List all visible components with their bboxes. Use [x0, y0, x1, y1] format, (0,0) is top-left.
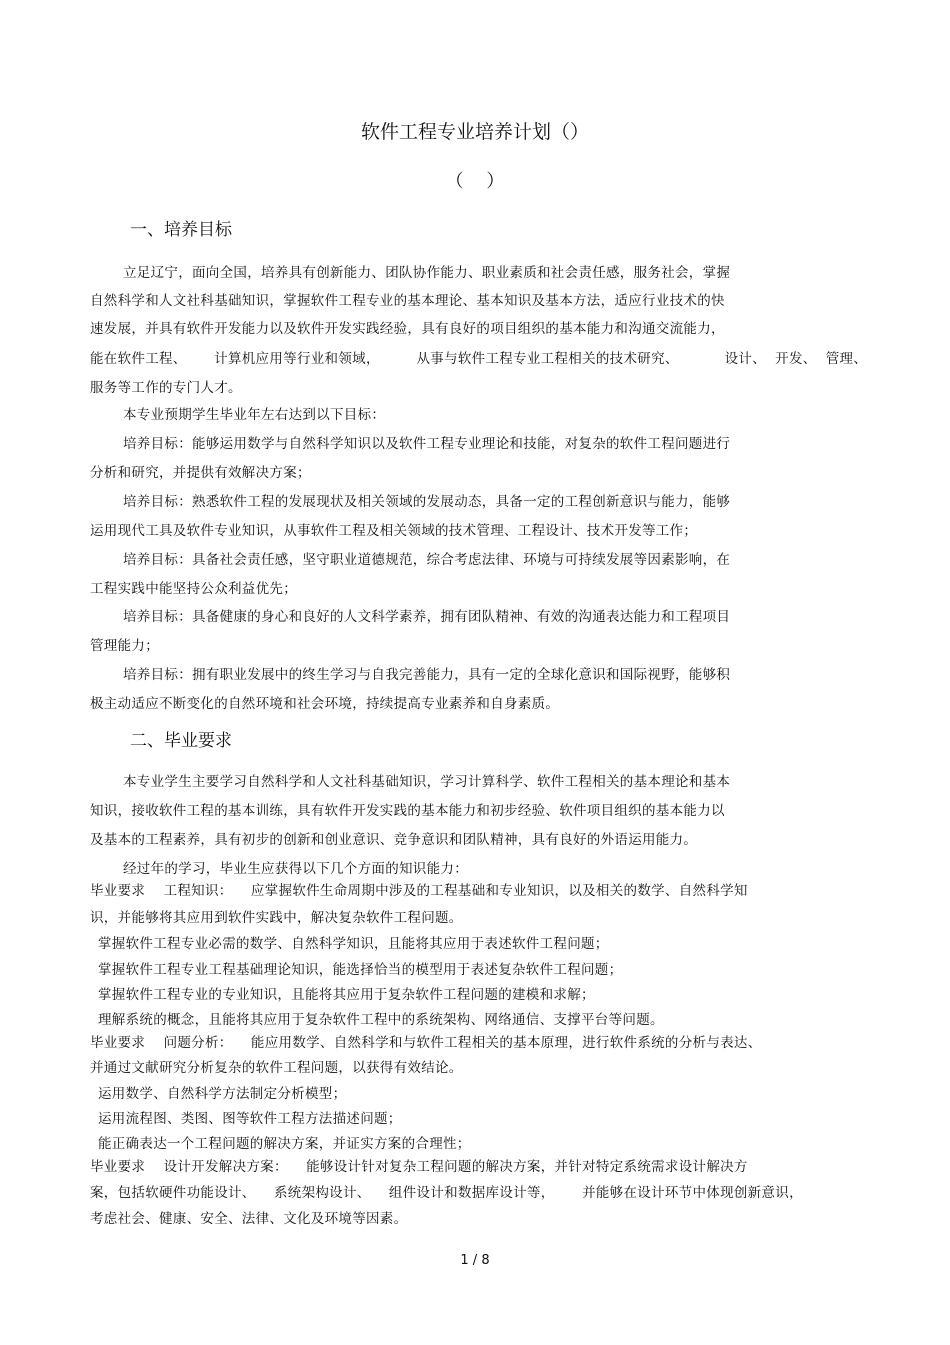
paragraph-line: 经过年的学习，毕业生应获得以下几个方面的知识能力： [123, 861, 468, 877]
objective-line: 培养目标：熟悉软件工程的发展现状及相关领域的发展动态，具备一定的工程创新意识与能力，能够 [123, 494, 731, 510]
paragraph-line: 速发展，并具有软件开发能力以及软件开发实践经验，具有良好的项目组织的基本能力和沟通交流能力， [90, 321, 725, 337]
paragraph-line: 及基本的工程素养，具有初步的创新和创业意识、竞争意识和团队精神，具有良好的外语运用能力。 [90, 832, 698, 848]
requirement-item: 掌握软件工程专业的专业知识，且能将其应用于复杂软件工程问题的建模和求解； [98, 987, 595, 1003]
requirement-item: 能正确表达一个工程问题的解决方案，并证实方案的合理性； [98, 1136, 471, 1152]
objective-line: 极主动适应不断变化的自然环境和社会环境，持续提高专业素养和自身素质。 [90, 696, 560, 712]
section-heading-objectives: 一、培养目标 [130, 220, 232, 240]
requirement-item: 运用流程图、类图、图等软件工程方法描述问题； [98, 1111, 402, 1127]
requirement-line: 毕业要求 工程知识： 应掌握软件生命周期中涉及的工程基础和专业知识，以及相关的数学、自然科学知 [90, 883, 748, 899]
objective-line: 工程实践中能坚持公众利益优先； [90, 581, 297, 597]
requirement-line: 毕业要求 问题分析： 能应用数学、自然科学和与软件工程相关的基本原理，进行软件系统的分析与表达、 [90, 1035, 762, 1051]
paragraph-line: 知识，接收软件工程的基本训练，具有软件开发实践的基本能力和初步经验、软件项目组织的基本能力以 [90, 803, 725, 819]
paragraph-line: 服务等工作的专门人才。 [90, 380, 242, 396]
requirement-item: 运用数学、自然科学方法制定分析模型； [98, 1086, 347, 1102]
requirement-line: 识，并能够将其应用到软件实践中，解决复杂软件工程问题。 [90, 910, 463, 926]
paragraph-line: 自然科学和人文社科基础知识，掌握软件工程专业的基本理论、基本知识及基本方法，适应行业技术的快 [90, 293, 725, 309]
paragraph-line: 能在软件工程、 计算机应用等行业和领域， 从事与软件工程专业工程相关的技术研究、 设计、 开发、 管理、 [90, 351, 868, 367]
document-subtitle: （ ） [445, 171, 505, 192]
requirement-item: 掌握软件工程专业必需的数学、自然科学知识，且能将其应用于表述软件工程问题； [98, 936, 609, 952]
objective-line: 分析和研究，并提供有效解决方案； [90, 465, 311, 481]
objective-line: 运用现代工具及软件专业知识，从事软件工程及相关领域的技术管理、工程设计、技术开发等工作； [90, 523, 698, 539]
objective-line: 培养目标：能够运用数学与自然科学知识以及软件工程专业理论和技能，对复杂的软件工程问题进行 [123, 436, 731, 452]
objective-line: 培养目标：拥有职业发展中的终生学习与自我完善能力，具有一定的全球化意识和国际视野，能够积 [123, 667, 731, 683]
section-heading-requirements: 二、毕业要求 [130, 731, 232, 751]
document-title: 软件工程专业培养计划（） [360, 121, 589, 143]
requirement-item: 理解系统的概念，且能将其应用于复杂软件工程中的系统架构、网络通信、支撑平台等问题。 [98, 1012, 664, 1028]
paragraph-line: 本专业学生主要学习自然科学和人文社科基础知识，学习计算科学、软件工程相关的基本理论和基本 [123, 774, 731, 790]
requirement-line: 考虑社会、健康、安全、法律、文化及环境等因素。 [90, 1211, 408, 1227]
requirement-item: 掌握软件工程专业工程基础理论知识，能选择恰当的模型用于表述复杂软件工程问题； [98, 962, 623, 978]
requirement-line: 并通过文献研究分析复杂的软件工程问题，以获得有效结论。 [90, 1060, 463, 1076]
objective-line: 培养目标：具备社会责任感，坚守职业道德规范，综合考虑法律、环境与可持续发展等因素影响，在 [123, 552, 731, 568]
page-number: 1 / 8 [460, 1253, 490, 1268]
objective-line: 培养目标：具备健康的身心和良好的人文科学素养，拥有团队精神、有效的沟通表达能力和工程项目 [123, 609, 731, 625]
paragraph-line: 本专业预期学生毕业年左右达到以下目标： [123, 407, 386, 423]
requirement-line: 案，包括软硬件功能设计、 系统架构设计、 组件设计和数据库设计等， 并能够在设计环节中体现创新意识， [90, 1185, 803, 1201]
objective-line: 管理能力； [90, 638, 159, 654]
requirement-line: 毕业要求 设计开发解决方案： 能够设计针对复杂工程问题的解决方案，并针对特定系统需求设计解决方 [90, 1159, 748, 1175]
paragraph-line: 立足辽宁，面向全国，培养具有创新能力、团队协作能力、职业素质和社会责任感，服务社会，掌握 [123, 265, 731, 281]
